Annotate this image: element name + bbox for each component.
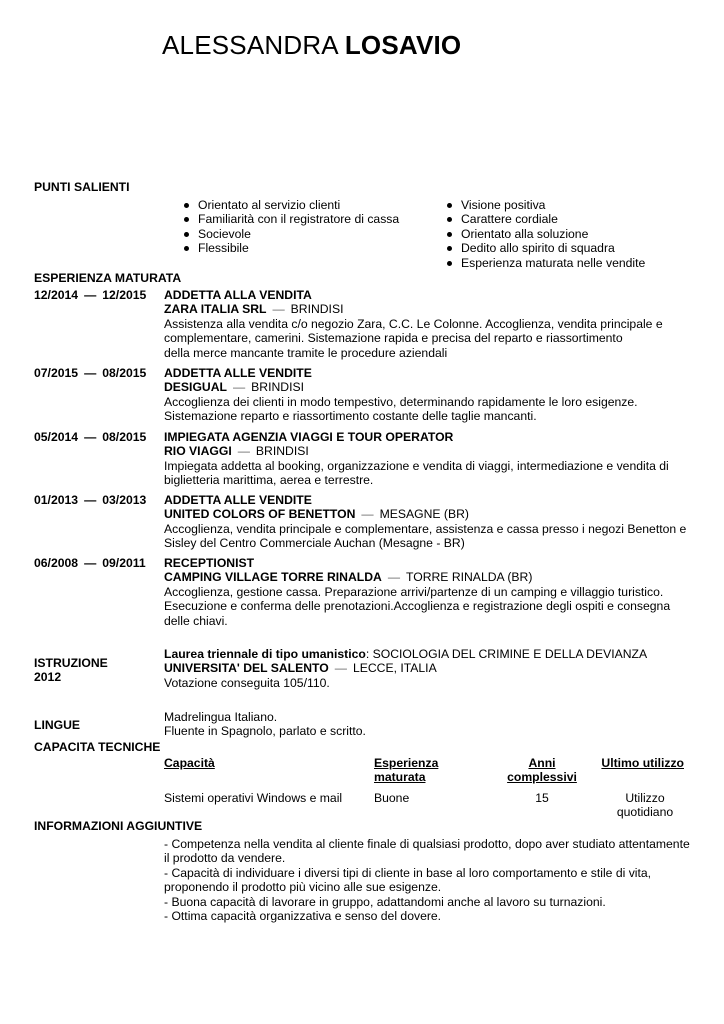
job-location: BRINDISI [255,444,309,459]
education-title [34,656,108,685]
highlight-item: Socievole [178,227,399,241]
job-role: ADDETTA ALLE VENDITE [164,366,312,380]
last-name: LOSAVIO [344,30,462,60]
job-company: RIO VIAGGI [164,444,232,459]
job-role: ADDETTA ALLE VENDITE [164,493,312,507]
job-company: CAMPING VILLAGE TORRE RINALDA [164,570,382,585]
job-dates [34,556,146,570]
job-start: 06/2008 [34,556,79,570]
additional-line: il prodotto da vendere. [164,851,286,866]
job-description-line: Impiegata addetta al booking, organizzazione e vendita di viaggi, intermediazione e vendita di [164,458,669,473]
education-school: UNIVERSITA' DEL SALENTO [164,661,329,676]
job-location: BRINDISI [290,302,344,317]
education-grade: Votazione conseguita 105/110. [164,675,330,690]
language-line: Fluente in Spagnolo, parlato e scritto. [164,724,366,739]
job-body [164,493,694,551]
highlight-item: Dedito allo spirito di squadra [441,241,645,255]
highlight-item: Orientato alla soluzione [441,227,645,241]
job-role: RECEPTIONIST [164,556,255,570]
job-company-line [164,570,694,584]
skill-last-used [592,791,684,820]
additional-line: - Ottima capacità organizzativa e senso del dovere. [164,909,442,924]
separator-dash: — [237,444,250,459]
header-last-used: Ultimo utilizzo [601,756,684,770]
date-dash: — [84,288,97,302]
job-body [164,288,694,360]
job-start: 07/2015 [34,366,79,380]
job-role: IMPIEGATA AGENZIA VIAGGI E TOUR OPERATOR [164,430,454,444]
candidate-name [162,28,461,62]
skills-header-row [164,756,684,785]
job-description [164,522,694,551]
job-role: ADDETTA ALLA VENDITA [164,288,312,302]
job-body [164,556,694,628]
job-end: 12/2015 [102,288,147,302]
separator-dash: — [334,661,347,676]
education-degree: Laurea triennale di tipo umanistico [164,647,366,661]
skill-name: Sistemi operativi Windows e mail [164,790,343,805]
header-years-2: complessivi [507,770,577,785]
additional-line: - Competenza nella vendita al cliente finale di qualsiasi prodotto, dopo aver studiato attentamente [164,837,690,851]
job-start: 05/2014 [34,430,79,444]
header-skill: Capacità [164,756,215,770]
education-year: 2012 [34,670,62,685]
skill-last-used-1: Utilizzo [625,790,665,805]
separator-dash: — [387,570,400,585]
highlight-item: Orientato al servizio clienti [178,198,399,212]
highlight-item: Flessibile [178,241,399,255]
job-location: BRINDISI [251,380,304,395]
job-location: MESAGNE (BR) [379,507,469,522]
job-description [164,395,694,424]
date-dash: — [84,366,97,380]
job-description-line: Accoglienza, vendita principale e complementare, assistenza e cassa presso i negozi Benetton e [164,521,687,536]
job-body [164,430,694,488]
skill-years: 15 [535,790,549,805]
job-description-line: Accoglienza dei clienti in modo tempestivo, determinando rapidamente le loro esigenze. [164,394,638,409]
highlight-item: Familiarità con il registratore di cassa [178,212,399,226]
job-description [164,585,694,628]
separator-dash: — [232,380,246,395]
job-company: UNITED COLORS OF BENETTON [164,507,356,522]
additional-line: - Buona capacità di lavorare in gruppo, adattandomi anche al lavoro su turnazioni. [164,894,606,909]
job-description-line: Assistenza alla vendita c/o negozio Zara, C.C. Le Colonne. Accoglienza, vendita principale e [164,316,663,331]
job-start: 01/2013 [34,493,79,507]
job-end: 08/2015 [102,366,147,380]
highlight-item: Esperienza maturata nelle vendite [441,256,645,270]
job-description-line: Sisley del Centro Commerciale Auchan (Mesagne - BR) [164,536,465,551]
date-dash: — [84,430,97,444]
date-dash: — [84,493,97,507]
skills-row [164,791,684,820]
job-end: 03/2013 [102,493,147,507]
education-title-text: ISTRUZIONE [34,656,108,670]
education-details [164,647,694,690]
highlights-title: PUNTI SALIENTI [34,180,130,194]
job-dates [34,366,146,380]
education-field: : SOCIOLOGIA DEL CRIMINE E DELLA DEVIANZA [365,647,648,661]
job-description-line: della merce mancante tramite le procedure aziendali [164,345,448,360]
separator-dash: — [272,302,285,317]
job-dates [34,288,146,302]
job-start: 12/2014 [34,288,79,302]
job-company: DESIGUAL [164,380,227,395]
header-experience-1: Esperienza [374,756,439,770]
header-years-1: Anni [528,756,556,770]
highlights-right-list [441,198,645,270]
education-location: LECCE, ITALIA [352,661,437,676]
job-company: ZARA ITALIA SRL [164,302,267,317]
job-company-line [164,380,694,394]
job-location: TORRE RINALDA (BR) [406,570,533,585]
job-description-line: Esecuzione e conferma delle prenotazioni.Accoglienza e registrazione degli ospiti e consegna [164,599,671,614]
highlight-item: Carattere cordiale [441,212,645,226]
languages-title: LINGUE [34,718,81,732]
job-description-line: complementare, camerini. Sistemazione rapida e precisa del reparto e riassortimento [164,331,623,346]
highlights-left-list [178,198,399,256]
separator-dash: — [361,507,374,522]
job-dates [34,493,146,507]
job-company-line [164,444,694,458]
header-years [492,756,592,785]
job-company-line [164,302,694,316]
skill-last-used-2: quotidiano [616,805,674,820]
additional-line: proponendo il prodotto più vicino alle sue esigenze. [164,880,442,895]
header-experience [374,756,492,785]
education-degree-line [164,647,694,661]
additional-details [164,837,694,923]
languages-details [164,710,694,739]
job-body [164,366,694,424]
job-description [164,459,694,488]
education-school-line [164,661,694,675]
header-experience-2: maturata [374,770,426,785]
job-company-line [164,507,694,521]
skill-experience: Buone [374,790,410,805]
job-description [164,317,694,360]
job-description-line: Sistemazione reparto e riassortimento costante delle taglie mancanti. [164,409,537,424]
additional-title: INFORMAZIONI AGGIUNTIVE [34,819,203,833]
additional-line: - Capacità di individuare i diversi tipi di cliente in base al loro comportamento e stile di vita, [164,865,652,880]
first-name: ALESSANDRA [162,30,338,60]
job-description-line: biglietteria marittima, aerea e terrestre. [164,473,374,488]
job-end: 09/2011 [102,556,146,570]
experience-title: ESPERIENZA MATURATA [34,271,182,285]
job-description-line: delle chiavi. [164,613,228,628]
skills-title: CAPACITA TECNICHE [34,740,161,754]
job-end: 08/2015 [102,430,147,444]
date-dash: — [84,556,97,570]
job-description-line: Accoglienza, gestione cassa. Preparazione arrivi/partenze di un camping e villaggio turistico. [164,584,664,599]
job-dates [34,430,146,444]
language-line: Madrelingua Italiano. [164,710,278,724]
highlight-item: Visione positiva [441,198,645,212]
skills-table [164,756,684,820]
